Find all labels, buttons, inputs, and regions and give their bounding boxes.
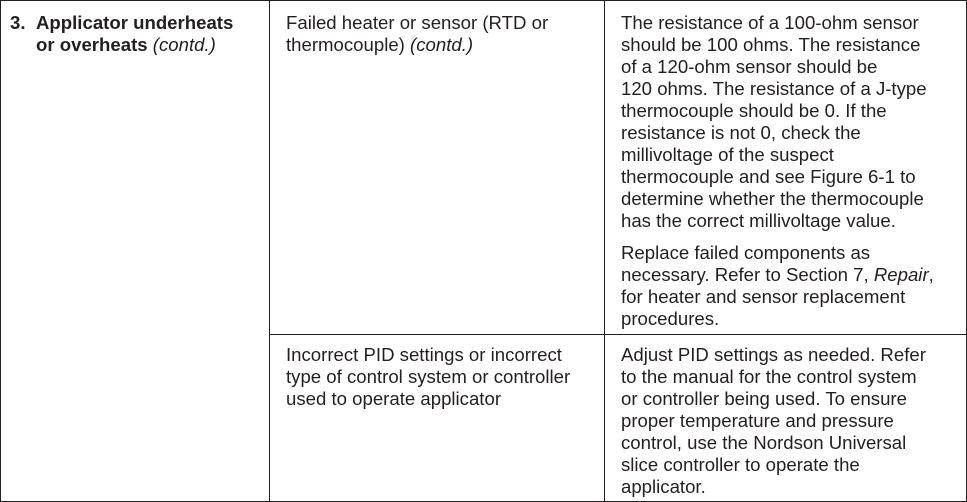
problem-number: 3. (10, 12, 26, 33)
action-line: should be 100 ohms. The resistance (621, 34, 921, 55)
action-line (621, 264, 961, 286)
action-line: applicator. (621, 476, 706, 497)
action-line: resistance is not 0, check the (621, 122, 861, 143)
problem-title-continued: or overheats (36, 34, 148, 55)
cause-line: Incorrect PID settings or incorrect (286, 344, 562, 365)
problem-cell (10, 12, 272, 56)
action-line: procedures. (621, 308, 720, 329)
action-punctuation: , (928, 264, 934, 285)
action-line: proper temperature and pressure (621, 410, 894, 431)
problem-title: Applicator underheats (36, 12, 234, 33)
cause-line (286, 34, 596, 56)
cause-line: type of control system or controller (286, 366, 571, 387)
action-cell-replace-components (621, 242, 961, 330)
action-line: to the manual for the control system (621, 366, 917, 387)
problem-title-line1 (10, 12, 272, 34)
action-line: Replace failed components as (621, 242, 871, 263)
column-divider (604, 1, 605, 501)
action-line: thermocouple should be 0. If the (621, 100, 887, 121)
action-line: of a 120-ohm sensor should be (621, 56, 878, 77)
action-cell-adjust-pid (621, 344, 961, 498)
action-line: thermocouple and see Figure 6-1 to (621, 166, 916, 187)
column-divider (269, 1, 270, 501)
action-line: determine whether the thermocouple (621, 188, 924, 209)
action-line: millivoltage of the suspect (621, 144, 834, 165)
section-reference: Repair (873, 264, 929, 285)
action-line: or controller being used. To ensure (621, 388, 907, 409)
cause-line: Failed heater or sensor (RTD or (286, 12, 549, 33)
action-line: for heater and sensor replacement (621, 286, 906, 307)
action-line: has the correct millivoltage value. (621, 210, 896, 231)
row-divider (269, 334, 966, 335)
action-cell-resistance-check (621, 12, 961, 232)
action-line: control, use the Nordson Universal (621, 432, 907, 453)
action-line: 120 ohms. The resistance of a J-type (621, 78, 927, 99)
problem-contd-label: (contd.) (152, 34, 216, 55)
cause-contd-label: (contd.) (410, 34, 474, 55)
cause-text: thermocouple) (286, 34, 411, 55)
action-text: necessary. Refer to Section 7, (621, 264, 874, 285)
action-line: The resistance of a 100-ohm sensor (621, 12, 919, 33)
problem-title-line2 (10, 34, 272, 56)
cause-line: used to operate applicator (286, 388, 502, 409)
action-line: Adjust PID settings as needed. Refer (621, 344, 926, 365)
cause-cell-incorrect-pid (286, 344, 596, 410)
cause-cell-failed-heater (286, 12, 596, 56)
action-line: slice controller to operate the (621, 454, 860, 475)
